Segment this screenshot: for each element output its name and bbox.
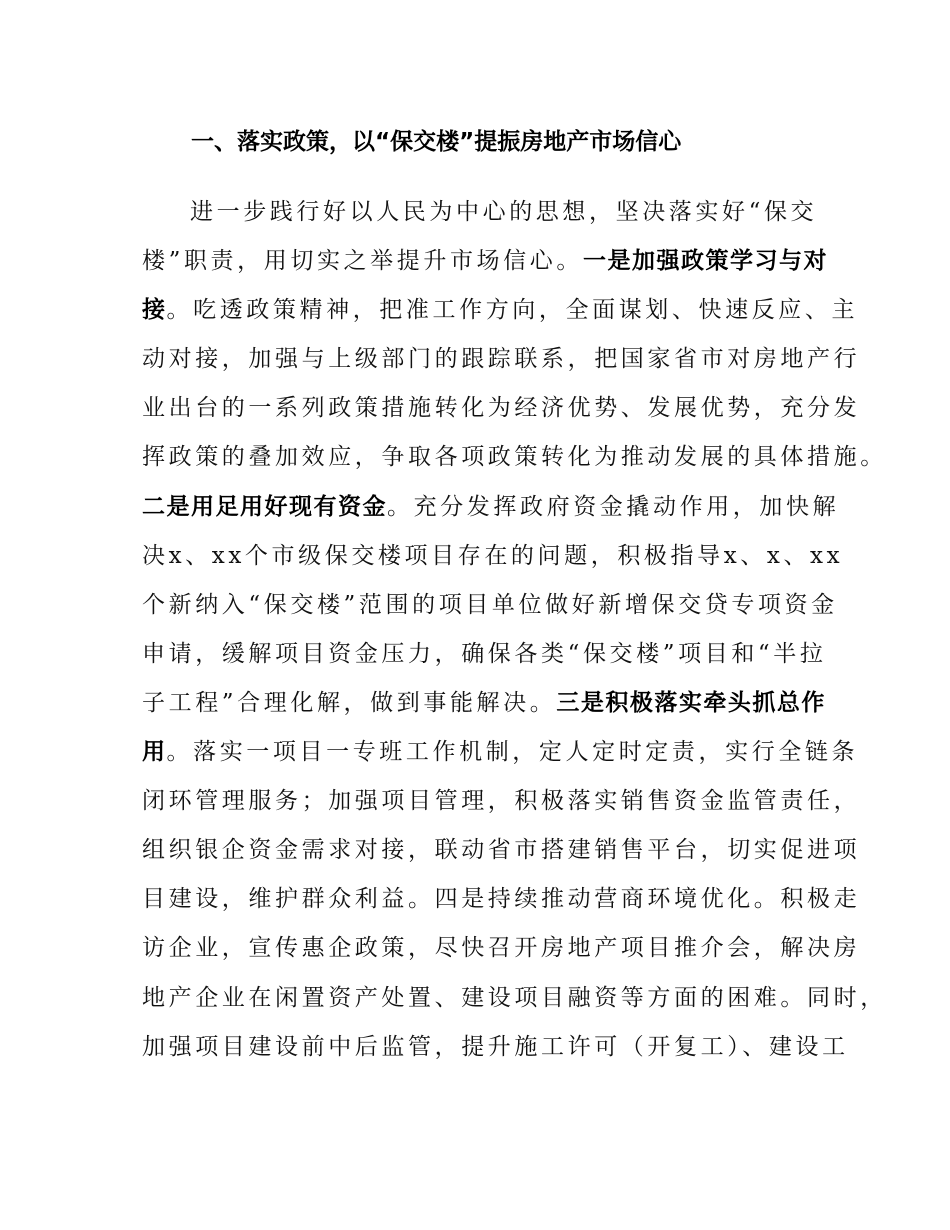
bold-key-phrase: 二是用足用好现有资金 xyxy=(142,493,387,520)
text-line xyxy=(142,581,838,630)
text-run: 挥政策的叠加效应，争取各项政策转化为推动发展的具体措施。 xyxy=(142,444,887,471)
text-line xyxy=(142,335,861,384)
text-run: 申请，缓解项目资金压力，确保各类“保交楼”项目和“半拉 xyxy=(142,640,827,667)
text-line xyxy=(142,532,844,581)
text-line xyxy=(142,286,859,335)
bold-key-phrase: 接 xyxy=(142,297,167,324)
text-run: 访企业，宣传惠企政策，尽快召开房地产项目推介会，解决房 xyxy=(142,935,861,962)
text-line xyxy=(142,875,861,924)
section-heading: 一、落实政策，以“保交楼”提振房地产市场信心 xyxy=(191,129,682,155)
text-line xyxy=(142,188,822,237)
text-line xyxy=(142,483,840,532)
text-line xyxy=(142,630,827,679)
bold-key-phrase: 一是加强政策学习与对 xyxy=(582,248,828,275)
text-line xyxy=(142,433,887,482)
text-line xyxy=(142,974,887,1023)
text-run: 地产企业在闲置资产处置、建设项目融资等方面的困难。同时， xyxy=(142,984,887,1011)
text-run: 业出台的一系列政策措施转化为经济优势、发展优势，充分发 xyxy=(142,395,861,422)
text-run: 子工程”合理化解，做到事能解决。 xyxy=(142,689,557,716)
text-run: 动对接，加强与上级部门的跟踪联系，把国家省市对房地产行 xyxy=(142,346,861,373)
text-run: 组织银企资金需求对接，联动省市搭建销售平台，切实促进项 xyxy=(142,837,861,864)
bold-key-phrase: 用 xyxy=(142,739,167,766)
text-line xyxy=(142,924,861,973)
text-run: 进一步践行好以人民为中心的思想，坚决落实好“保交 xyxy=(190,199,818,225)
bold-key-phrase: 三是积极落实牵头抓总作 xyxy=(556,689,826,716)
text-line xyxy=(142,1023,849,1072)
text-run: 闭环管理服务；加强项目管理，积极落实销售资金监管责任， xyxy=(142,788,861,815)
text-line xyxy=(142,728,859,777)
text-run: 加强项目建设前中后监管，提升施工许可（开复工）、建设工 xyxy=(142,1033,849,1060)
text-run: 楼”职责，用切实之举提升市场信心。 xyxy=(142,248,583,275)
text-run: 。落实一项目一专班工作机制，定人定时定责，实行全链条 xyxy=(166,739,859,766)
text-line xyxy=(142,826,861,875)
text-line xyxy=(142,679,826,728)
text-run: 。吃透政策精神，把准工作方向，全面谋划、快速反应、主 xyxy=(166,297,859,324)
text-run: 目建设，维护群众利益。四是持续推动营商环境优化。积极走 xyxy=(142,886,861,913)
text-run: 决x、xx个市级保交楼项目存在的问题，积极指导x、x、xx xyxy=(142,542,844,569)
text-line xyxy=(142,384,861,433)
text-run: 。充分发挥政府资金撬动作用，加快解 xyxy=(387,493,840,520)
body-paragraph xyxy=(142,188,887,1072)
text-line xyxy=(142,777,861,826)
text-line xyxy=(142,237,828,286)
text-run: 个新纳入“保交楼”范围的项目单位做好新增保交贷专项资金 xyxy=(142,591,838,618)
